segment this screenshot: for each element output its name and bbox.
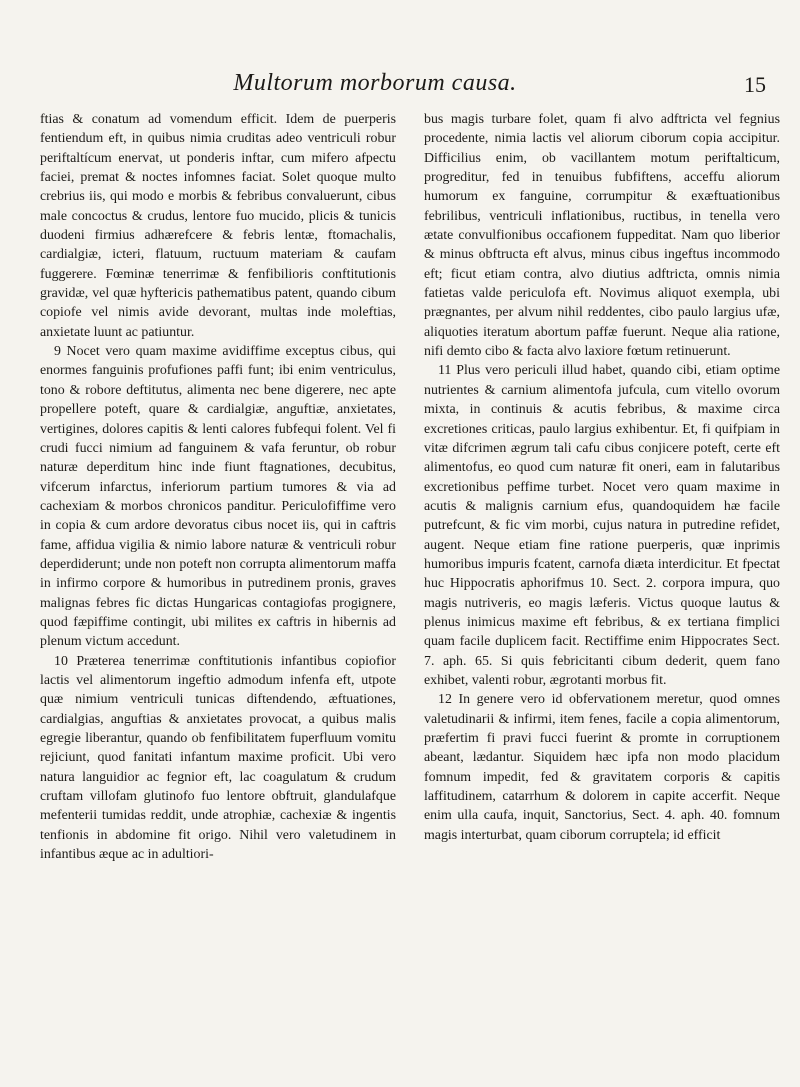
paragraph-10: 10 Præterea tenerrimæ conftitutionis infantibus copiofior lactis vel alimentorum ingeftio admodum infenfa eft, utpote quæ nimium ventriculi tunicas diftendendo, æftuationes, cardialgias, anguftias & anxietates provocat, a quibus malis egregie liberantur, quando ob fenfibilitatem fuperfluum vomitu rejiciunt, quod fanitati infantum maxime proficit. Ubi vero natura languidior ac fegnior eft, lac coagulatum & crudum cruftam villofam glutinofo fuo lentore obftruit, glandulafque mefenterii tumidas reddit, unde atrophiæ, cachexiæ & ingentis tenfionis in abdomine fit origo. Nihil vero valetudinem in infantibus æque ac in adultiori- bbox=[40, 653, 396, 863]
running-title: Multorum morborum causa. bbox=[233, 70, 517, 96]
paragraph-9: 9 Nocet vero quam maxime avidiffime exceptus cibus, qui enormes fanguinis profufiones paffi funt; ibi enim ventriculus, tono & robore deftitutus, alimenta nec bene digerere, nec apte propellere poteft, quare & cardialgiæ, anguftiæ, anxietates, vertigines, dolores capitis & lenti calores fubfequi folent. Vel fi crudi fucci nimium ad fanguinem & vafa feruntur, ob robur naturæ deperditum hinc inde fiunt ftagnationes, decubitus, vifcerum infarctus, inferiorum partium tumores & via ad cachexiam & morbos chronicos panditur. Periculofiffime vero in copia & cum ardore devoratus cibus nocet iis, qui in caftris fame, affidua vigilia & nimio labore naturæ & ventriculi robur deperdiderunt; unde non poteft non corrupta alimentorum maffa in infirmo corpore & humoribus in putredinem pronis, graves malignas febres fic dictas Hungaricas contagiofas progignere, quod fæpiffime contingit, ubi milites ex caftris in hibernis ad plenum victum accedunt. bbox=[40, 344, 396, 650]
paragraph-10-continued: bus magis turbare folet, quam fi alvo adftricta vel fegnius procedente, nimia lactis vel aliorum ciborum copia accipitur. Difficilius enim, ob vacillantem motum periftalticum, progreditur, fed in tenuibus fubfiftens, acceffu aliorum humorum ex fanguine, corrumpitur & exæftuationibus febrilibus, ventriculi inflationibus, ructibus, in tenella vero ætate convulfionibus occafionem fuppeditat. Nam quo liberior & minus obftructa eft alvus, minus cibus ingeftus incommodo eft; ficut etiam contra, alvo diutius adftricta, omnis nimia fatietas valde periculofa eft. Novimus aliquot exempla, ubi prægnantes, per alvum nihil reddentes, cibo paulo largius ufæ, aliquoties iteratum abortum paffæ fuerunt. Neque alia ratione, nifi demto cibo & facta alvo laxiore fœtum retinuerunt. bbox=[424, 112, 780, 360]
paragraph-12: 12 In genere vero id obfervationem meretur, quod omnes valetudinarii & infirmi, item fenes, facile a copia alimentorum, præfertim fi pravi fucci fuerint & promte in corruptionem abeant, lædantur. Siquidem hæc ipfa non modo placidum fomnum impedit, fed & gravitatem corporis & capitis laffitudinem, catarrhum & dolorem in capite accerfit. Neque enim ulla caufa, inquit, Sanctorius, Sect. 4. aph. 40. fomnum magis interturbat, quam ciborum corruptela; id efficit bbox=[424, 692, 780, 843]
paragraph-continued: ftias & conatum ad vomendum efficit. Idem de puerperis fentiendum eft, in quibus nimia cruditas adeo ventriculi robur periftaltícum enervat, ut ponderis inftar, cum mifero afpectu faciei, premat & noctes infomnes faciat. Solet quoque multo crebrius iis, qui modo e morbis & febribus convaluerunt, cibus male concoctus & crudus, lentore fuo mucido, plicis & tunicis duodeni firmius adhærefcere & febris lentæ, ftomachalis, cardialgiæ, icteri, flatuum, ructuum materiam & caufam fuggerere. Fœminæ tenerrimæ & fenfibilioris conftitutionis gravidæ, vel quæ hyftericis pathematibus patent, quando cibum copiofe vel nimis avide devorant, multas inde moleftias, anxietate luunt ac patiuntur. bbox=[40, 112, 396, 340]
text-columns bbox=[40, 110, 780, 864]
page-number: 15 bbox=[744, 72, 766, 97]
left-column bbox=[40, 110, 396, 864]
page-header bbox=[40, 70, 770, 104]
paragraph-11: 11 Plus vero periculi illud habet, quando cibi, etiam optime nutrientes & carnium alimentofa jufcula, cum vitello ovorum mixta, in continuis & acutis febribus, & maxime circa excretiones criticas, paulo largius exhibentur. Et, fi quifpiam in vitæ difcrimen ægrum tali cafu cibus conjicere poteft, certe eft alimentofus, eo quod cum naturæ fit oneri, eam in falutaribus excretionibus peffime turbet. Nocet vero quam maxime in acutis & malignis carnium efus, quandoquidem hæ facile putrefcunt, & fic vim morbi, cujus natura in putredine refidet, augent. Neque etiam fine ratione puerperis, quæ inprimis humoribus impuris fcatent, carnofa diæta interdicitur. Et fpectat huc Hippocratis aphorifmus 10. Sect. 2. corpora impura, quo magis nutriveris, eo magis læferis. Victus quoque lautus & plenus inimicus maxime eft febribus, & ex tertiana fimplici quam facile duplicem facit. Rectiffime enim Hippocrates Sect. 7. aph. 65. Si quis febricitanti cibum dederit, quem fano exhibet, valenti robur, ægrotanti morbus fit. bbox=[424, 363, 780, 688]
right-column bbox=[424, 110, 780, 864]
